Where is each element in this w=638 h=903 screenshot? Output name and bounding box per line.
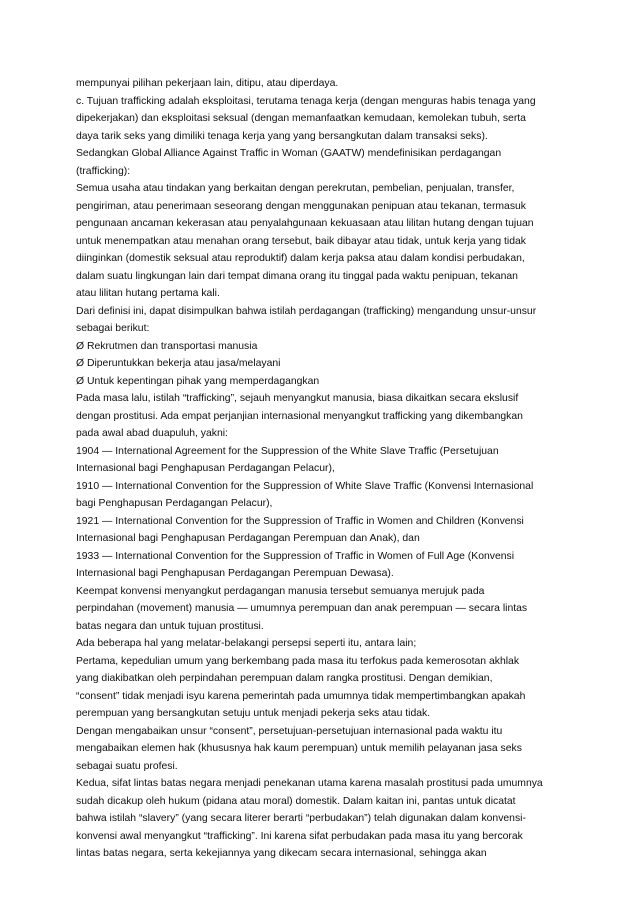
text-line: dipekerjakan) dan eksploitasi seksual (dengan memanfaatkan kemudaan, kemolekan tubuh, serta — [76, 113, 526, 124]
text-line: Ada beberapa hal yang melatar-belakangi persepsi seperti itu, antara lain; — [76, 638, 417, 649]
text-line: Dari definisi ini, dapat disimpulkan bahwa istilah perdagangan (trafficking) mengandung unsur-unsur — [76, 305, 537, 317]
text-line: mempunyai pilihan pekerjaan lain, ditipu, atau diperdaya. — [76, 78, 339, 89]
text-line: perempuan yang bersangkutan setuju untuk menjadi pekerja seks atau tidak. — [76, 708, 431, 719]
text-line: Pada masa lalu, istilah “trafficking”, sejauh menyangkut manusia, biasa dikaitkan secara ekslusif — [76, 393, 519, 404]
text-line: sudah dicakup oleh hukum (pidana atau moral) domestik. Dalam kaitan ini, pantas untuk dicatat — [76, 795, 516, 807]
text-line: c. Tujuan trafficking adalah eksploitasi, terutama tenaga kerja (dengan menguras habis tenaga yang — [76, 95, 536, 107]
text-line: (trafficking): — [76, 165, 131, 177]
text-line: 1910 — International Convention for the Suppression of White Slave Traffic (Konvensi Internasional — [76, 480, 534, 492]
list-item: Ø Untuk kepentingan pihak yang memperdagangkan — [76, 375, 320, 387]
text-line: atau lilitan hutang pertama kali. — [76, 288, 220, 299]
text-line: dengan prostitusi. Ada empat perjanjian internasional menyangkut trafficking yang dikembangkan — [76, 410, 523, 422]
text-line: Kedua, sifat lintas batas negara menjadi penekanan utama karena masalah prostitusi pada umumnya — [76, 778, 543, 789]
text-line: pengunaan ancaman kekerasan atau penyalahgunaan kekuasaan atau lilitan hutang dengan tujuan — [76, 218, 534, 229]
text-line: 1904 — International Agreement for the Suppression of the White Slave Traffic (Persetujuan — [76, 445, 499, 457]
text-line: sebagai suatu profesi. — [76, 760, 178, 772]
list-item: Ø Rekrutmen dan transportasi manusia — [76, 340, 258, 352]
text-line: Internasional bagi Penghapusan Perdagangan Perempuan dan Anak), dan — [76, 533, 420, 544]
text-line: konvensi awal menyangkut “trafficking”. Ini karena sifat perbudakan pada masa itu yang bercorak — [76, 830, 523, 842]
text-line: 1921 — International Convention for the Suppression of Traffic in Women and Children (Konvensi — [76, 515, 524, 527]
text-line: bagi Penghapusan Perdagangan Pelacur), — [76, 498, 273, 509]
text-line: yang diakibatkan oleh perpindahan perempuan dalam rangka prostitusi. Dengan demikian, — [76, 673, 493, 684]
text-line: dalam suatu lingkungan lain dari tempat dimana orang itu tinggal pada waktu penipuan, tekanan — [76, 270, 518, 282]
text-line: Pertama, kepedulian umum yang berkembang pada masa itu terfokus pada kemerosotan akhlak — [76, 655, 520, 667]
text-line: Semua usaha atau tindakan yang berkaitan dengan perekrutan, pembelian, penjualan, transfer, — [76, 183, 515, 194]
text-line: diinginkan (domestik seksual atau reproduktif) dalam kerja paksa atau dalam kondisi perbudakan, — [76, 253, 525, 264]
text-line: 1933 — International Convention for the Suppression of Traffic in Women of Full Age (Konvensi — [76, 550, 515, 562]
text-line: pada awal abad duapuluh, yakni: — [76, 428, 228, 439]
text-line: Internasional bagi Penghapusan Perdagangan Perempuan Dewasa). — [76, 568, 394, 579]
text-line: Internasional bagi Penghapusan Perdagangan Pelacur), — [76, 463, 335, 474]
text-line: bahwa istilah “slavery” (yang secara literer berarti “perbudakan”) telah digunakan dalam konvensi- — [76, 813, 526, 824]
list-item: Ø Diperuntukkan bekerja atau jasa/melayani — [76, 358, 281, 369]
text-line: Sedangkan Global Alliance Against Traffic in Woman (GAATW) mendefinisikan perdagangan — [76, 148, 502, 159]
text-line: “consent” tidak menjadi isyu karena pemerintah pada umumnya tidak mempertimbangkan apakah — [76, 690, 526, 702]
text-line: untuk menempatkan atau menahan orang tersebut, baik dibayar atau tidak, untuk kerja yang tidak — [76, 235, 526, 247]
text-line: perpindahan (movement) manusia — umumnya perempuan dan anak perempuan — secara lintas — [76, 603, 528, 614]
text-line: Keempat konvensi menyangkut perdagangan manusia tersebut semuanya merujuk pada — [76, 585, 485, 597]
text-line: sebagai berikut: — [76, 323, 150, 334]
text-line: lintas batas negara, serta kekejiannya yang dikecam secara internasional, sehingga akan — [76, 848, 487, 859]
text-line: pengiriman, atau penerimaan seseorang dengan menggunakan penipuan atau tekanan, termasuk — [76, 200, 527, 212]
text-line: Dengan mengabaikan unsur “consent”, persetujuan-persetujuan internasional pada waktu itu — [76, 725, 503, 737]
document-body — [76, 75, 576, 863]
text-line: batas negara dan untuk tujuan prostitusi. — [76, 620, 264, 632]
text-line: daya tarik seks yang dimiliki tenaga kerja yang yang bersangkutan dalam transaksi seks). — [76, 130, 488, 142]
text-line: mengabaikan elemen hak (khususnya hak kaum perempuan) untuk memilih pelayanan jasa seks — [76, 743, 522, 754]
